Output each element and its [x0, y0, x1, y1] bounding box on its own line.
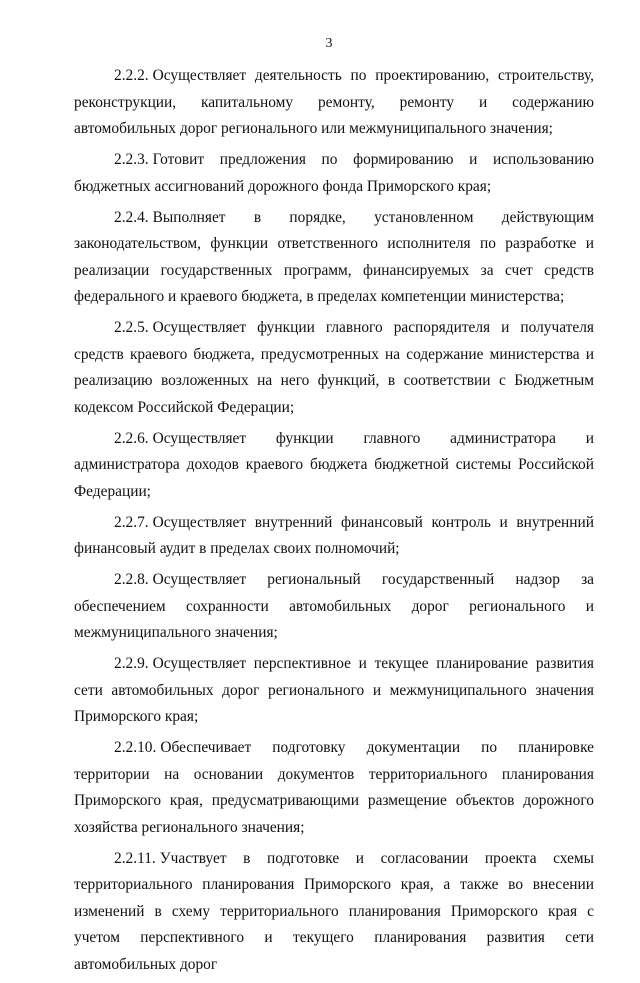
paragraph-2-2-8 — [74, 567, 594, 647]
paragraph-text: Готовит предложения по формированию и использованию бюджетных ассигнований дорожного фонда Приморского края; — [74, 151, 594, 195]
paragraph-number: 2.2.9. — [114, 655, 149, 672]
paragraph-text: Осуществляет функции главного распорядителя и получателя средств краевого бюджета, предусмотренных на содержание министерства и реализацию возложенных на него функций, в соответствии с Бюджетным кодексом Российской Федерации; — [74, 319, 594, 416]
paragraph-2-2-3 — [74, 147, 594, 200]
paragraph-2-2-5 — [74, 315, 594, 421]
paragraph-text: Выполняет в порядке, установленном действующим законодательством, функции ответственного исполнителя по разработке и реализации государственных программ, финансируемых за счет средств федерального и краевого бюджета, в пределах компетенции министерства; — [74, 208, 594, 305]
paragraph-number: 2.2.8. — [114, 571, 149, 588]
paragraph-text: Осуществляет региональный государственный надзор за обеспечением сохранности автомобильных дорог регионального и межмуниципального значения; — [74, 571, 594, 641]
page-number: 3 — [325, 36, 333, 51]
paragraph-number: 2.2.10. — [114, 739, 157, 756]
paragraph-text: Осуществляет внутренний финансовый контроль и внутренний финансовый аудит в пределах своих полномочий; — [74, 513, 594, 557]
paragraph-text: Осуществляет перспективное и текущее планирование развития сети автомобильных дорог регионального и межмуниципального значения Приморского края; — [74, 655, 594, 725]
paragraph-2-2-11 — [74, 846, 594, 979]
paragraph-2-2-6 — [74, 426, 594, 506]
paragraph-2-2-4 — [74, 205, 594, 311]
paragraph-number: 2.2.5. — [114, 319, 149, 336]
paragraph-number: 2.2.3. — [114, 151, 149, 168]
paragraph-2-2-9 — [74, 651, 594, 731]
paragraph-2-2-7 — [74, 510, 594, 563]
paragraph-text: Обеспечивает подготовку документации по планировке территории на основании документов территориального планирования Приморского края, предусматривающими размещение объектов дорожного хозяйства регионального значения; — [74, 739, 594, 836]
paragraph-text: Осуществляет функции главного администратора и администратора доходов краевого бюджета бюджетной системы Российской Федерации; — [74, 429, 594, 500]
document-body — [74, 63, 594, 983]
paragraph-number: 2.2.4. — [114, 208, 149, 226]
paragraph-text: Осуществляет деятельность по проектированию, строительству, реконструкции, капитальному ремонту, ремонту и содержанию автомобильных дорог регионального или межмуниципального значения; — [74, 67, 594, 137]
paragraph-number: 2.2.6. — [114, 429, 149, 447]
paragraph-number: 2.2.2. — [114, 67, 149, 84]
paragraph-2-2-2 — [74, 63, 594, 143]
paragraph-text: Участвует в подготовке и согласовании проекта схемы территориального планирования Приморского края, а также во внесении изменений в схему территориального планирования Приморского края с учетом перспективного и текущего планирования развития сети автомобильных дорог — [74, 849, 594, 973]
paragraph-number: 2.2.7. — [114, 513, 149, 531]
paragraph-2-2-10 — [74, 735, 594, 841]
paragraph-number: 2.2.11. — [114, 849, 156, 867]
